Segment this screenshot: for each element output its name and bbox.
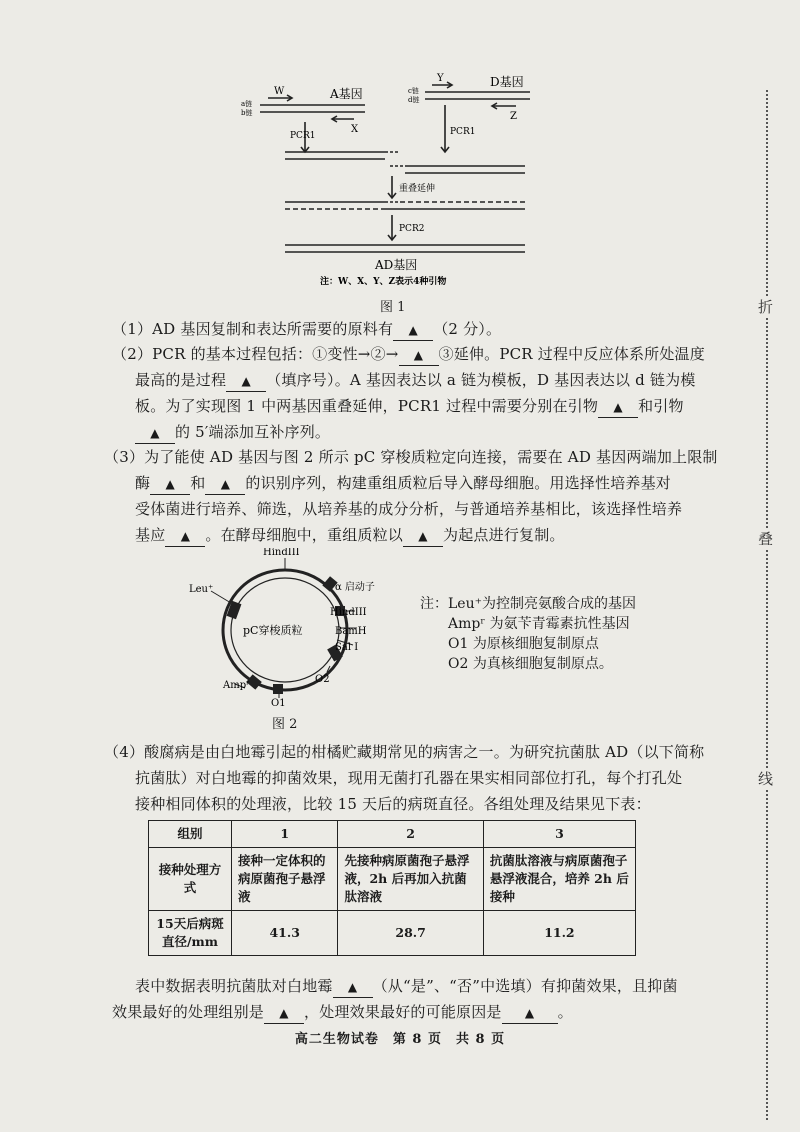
question-1 <box>112 315 501 343</box>
label-ampr: Ampʳ <box>223 680 250 691</box>
q2-blank-step2[interactable]: ▲ <box>399 344 439 366</box>
label-pc-plasmid: pC穿梭质粒 <box>243 624 303 637</box>
label-pcr1-right: PCR1 <box>450 127 476 137</box>
table-cell-group-3: 3 <box>483 821 635 848</box>
label-overlap: 重叠延伸 <box>399 184 436 194</box>
question-4-line-1: （4）酸腐病是由白地霉引起的柑橘贮藏期常见的病害之一。为研究抗菌肽 AD（以下简称 <box>104 743 705 761</box>
label-o2: O2 <box>315 674 330 685</box>
label-pcr2: PCR2 <box>399 224 425 234</box>
question-4-line-3: 接种相同体积的处理液，比较 15 天后的病斑直径。各组处理及结果见下表： <box>135 795 651 813</box>
table-cell-method-3: 抗菌肽溶液与病原菌孢子悬浮液混合，培养 2h 后接种 <box>483 848 635 911</box>
q1-text-b: （2 分）。 <box>433 320 502 338</box>
q4-text: ，处理效果最好的可能原因是 <box>304 1003 502 1021</box>
fold-char-3: 线 <box>758 770 774 788</box>
q3-blank-medium[interactable]: ▲ <box>165 525 205 547</box>
q2-text: 和引物 <box>638 397 684 415</box>
fold-char-2: 叠 <box>758 530 774 548</box>
question-4-conclusion-line-2 <box>112 998 573 1026</box>
table-cell-diameter-3: 11.2 <box>483 911 635 956</box>
label-a-gene: A基因 <box>330 87 363 101</box>
label-ad-gene: AD基因 <box>375 258 418 272</box>
label-primer-w: W <box>274 86 285 97</box>
q2-blank-primer-2[interactable]: ▲ <box>135 422 175 444</box>
q2-text: ③延伸。PCR 过程中反应体系所处温度 <box>438 345 705 363</box>
q4-text: （从“是”、“否”中选填）有抑菌效果，且抑菌 <box>372 977 678 995</box>
question-3-line-4 <box>135 521 565 549</box>
page-footer: 高二生物试卷 第 8 页 共 8 页 <box>294 1032 506 1047</box>
table-cell-diameter-2: 28.7 <box>338 911 483 956</box>
figure-2-notes <box>420 594 636 674</box>
question-3-line-2 <box>135 469 671 497</box>
table-row-diameter <box>149 911 636 956</box>
question-2-line-2 <box>135 366 696 394</box>
label-pcr1-left: PCR1 <box>290 131 316 141</box>
label-d-gene: D基因 <box>490 75 524 89</box>
q2-blank-process[interactable]: ▲ <box>226 370 266 392</box>
q1-answer-blank[interactable]: ▲ <box>393 319 433 341</box>
q4-text: 效果最好的处理组别是 <box>112 1003 265 1021</box>
q4-blank-reason[interactable]: ▲ <box>502 1002 558 1024</box>
q3-text: 和 <box>190 474 206 492</box>
label-a-strand: a链 <box>241 100 253 108</box>
q3-text: 基应 <box>135 526 166 544</box>
question-2-line-1 <box>112 340 705 368</box>
q3-blank-enzyme-2[interactable]: ▲ <box>205 473 245 495</box>
table-row-method <box>149 848 636 911</box>
label-b-strand: b链 <box>241 109 253 117</box>
q2-text: 最高的是过程 <box>135 371 227 389</box>
label-hindiii-top: HindIII <box>263 548 300 558</box>
question-2-line-4 <box>135 418 330 446</box>
label-alpha-promoter: α 启动子 <box>335 582 375 593</box>
q3-blank-origin[interactable]: ▲ <box>403 525 443 547</box>
q3-text: 。在酵母细胞中，重组质粒以 <box>205 526 404 544</box>
table-row-group <box>149 821 636 848</box>
label-primer-y: Y <box>437 73 444 84</box>
q3-text: 的识别序列，构建重组质粒后导入酵母细胞。用选择性培养基对 <box>245 474 672 492</box>
fold-line <box>766 90 768 1120</box>
results-table <box>148 820 636 956</box>
q3-text: 为起点进行复制。 <box>443 526 565 544</box>
o1-block <box>273 684 283 694</box>
table-header-diameter: 15天后病斑直径/mm <box>149 911 232 956</box>
q2-text: 的 5′端添加互补序列。 <box>175 423 331 441</box>
figure-1-pcr-diagram <box>240 70 580 295</box>
q2-blank-primer-1[interactable]: ▲ <box>598 396 638 418</box>
note-leu: 注：Leu⁺为控制亮氨酸合成的基因 <box>420 596 636 612</box>
figure-2-plasmid-map <box>185 548 415 718</box>
note-ampr: Ampʳ 为氨苄青霉素抗性基因 <box>448 616 630 632</box>
table-cell-diameter-1: 41.3 <box>232 911 338 956</box>
label-primer-z: Z <box>510 111 517 122</box>
label-o1: O1 <box>271 698 286 709</box>
note-o2: O2 为真核细胞复制原点。 <box>448 656 613 672</box>
q1-text-a: （1）AD 基因复制和表达所需要的原料有 <box>112 320 394 338</box>
label-leu: Leu⁺ <box>189 584 214 595</box>
table-cell-method-1: 接种一定体积的病原菌孢子悬浮液 <box>232 848 338 911</box>
label-bamh: BamH <box>335 626 367 637</box>
q3-text: 酶 <box>135 474 151 492</box>
fold-char-1: 折 <box>758 298 774 316</box>
question-3-line-1: （3）为了能使 AD 基因与图 2 所示 pC 穿梭质粒定向连接，需要在 AD 基因两端加上限制 <box>104 448 718 466</box>
question-2-line-3 <box>135 392 684 420</box>
q2-text: （填序号）。A 基因表达以 a 链为模板，D 基因表达以 d 链为模 <box>266 371 696 389</box>
label-d-strand: d链 <box>408 96 420 104</box>
q2-text: （2）PCR 的基本过程包括：①变性→②→ <box>112 345 399 363</box>
figure-1-note: 注：W、X、Y、Z表示4种引物 <box>320 277 447 287</box>
label-hindiii-right: HindIII <box>330 607 367 618</box>
figure-2-caption: 图 2 <box>272 717 298 732</box>
table-cell-method-2: 先接种病原菌孢子悬浮液，2h 后再加入抗菌肽溶液 <box>338 848 483 911</box>
table-header-group: 组别 <box>149 821 232 848</box>
label-c-strand: c链 <box>408 87 419 95</box>
note-o1: O1 为原核细胞复制原点 <box>448 636 599 652</box>
q3-blank-enzyme-1[interactable]: ▲ <box>150 473 190 495</box>
table-header-method: 接种处理方式 <box>149 848 232 911</box>
label-sal: Sal Ⅰ <box>335 642 359 653</box>
q4-text: 。 <box>557 1003 573 1021</box>
q4-blank-best-group[interactable]: ▲ <box>264 1002 304 1024</box>
label-primer-x: X <box>351 124 359 135</box>
question-3-line-3: 受体菌进行培养、筛选，从培养基的成分分析，与普通培养基相比，该选择性培养 <box>135 500 683 518</box>
q4-text: 表中数据表明抗菌肽对白地霉 <box>135 977 333 995</box>
q2-text: 板。为了实现图 1 中两基因重叠延伸，PCR1 过程中需要分别在引物 <box>135 397 599 415</box>
figure-1-caption: 图 1 <box>380 300 406 315</box>
table-cell-group-2: 2 <box>338 821 483 848</box>
question-4-conclusion-line-1 <box>135 972 678 1000</box>
table-cell-group-1: 1 <box>232 821 338 848</box>
q4-blank-effect[interactable]: ▲ <box>333 976 373 998</box>
question-4-line-2: 抗菌肽）对白地霉的抑菌效果，现用无菌打孔器在果实相同部位打孔，每个打孔处 <box>135 769 683 787</box>
